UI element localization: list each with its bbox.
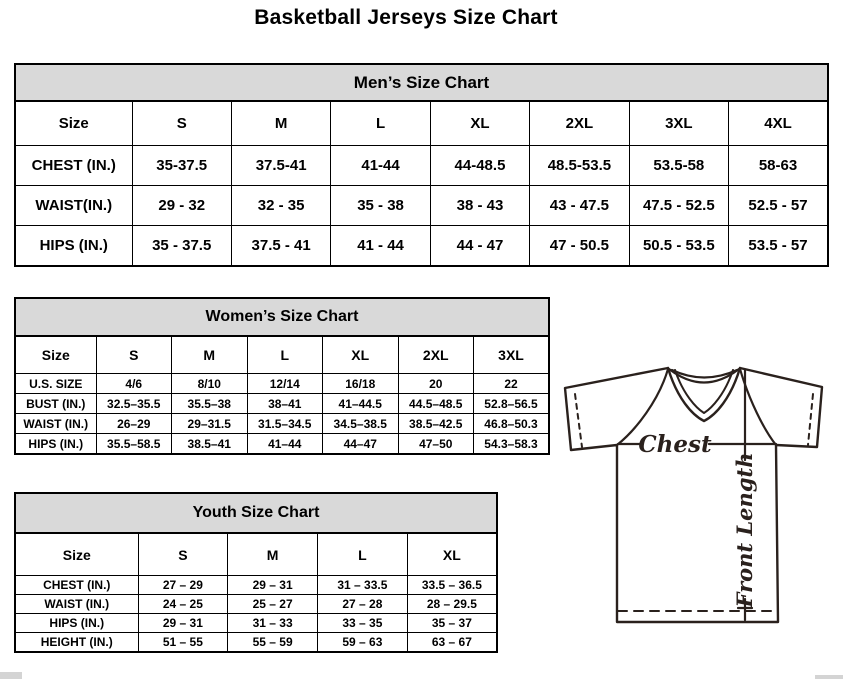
size-cell: 53.5 - 57 [729, 226, 828, 267]
size-cell: 52.5 - 57 [729, 186, 828, 226]
size-cell: 35 – 37 [407, 614, 497, 633]
size-cell: 41–44.5 [323, 394, 399, 414]
size-cell: 32 - 35 [231, 186, 330, 226]
row-label: WAIST (IN.) [15, 414, 96, 434]
front-length-label: Front Length [732, 452, 757, 608]
size-cell: 22 [474, 374, 550, 394]
jersey-body-outline [565, 368, 822, 622]
page-title: Basketball Jerseys Size Chart [254, 6, 558, 29]
size-header-s: S [132, 101, 231, 146]
size-cell: 33 – 35 [318, 614, 408, 633]
size-cell: 32.5–35.5 [96, 394, 172, 414]
table-title: Men’s Size Chart [15, 64, 828, 101]
size-cell: 28 – 29.5 [407, 595, 497, 614]
size-cell: 47–50 [398, 434, 474, 455]
size-header-xl: XL [430, 101, 529, 146]
size-column-label: Size [15, 101, 132, 146]
size-cell: 37.5-41 [231, 146, 330, 186]
table-row [15, 414, 549, 434]
jersey-outline-svg [556, 358, 843, 626]
table-row [15, 374, 549, 394]
size-cell: 41-44 [331, 146, 430, 186]
size-cell: 33.5 – 36.5 [407, 576, 497, 595]
size-header-l: L [318, 533, 408, 576]
size-cell: 41 - 44 [331, 226, 430, 267]
row-label: HIPS (IN.) [15, 226, 132, 267]
size-cell: 44.5–48.5 [398, 394, 474, 414]
size-cell: 51 – 55 [138, 633, 228, 653]
size-cell: 31 – 33.5 [318, 576, 408, 595]
size-header-2xl: 2XL [530, 101, 629, 146]
size-header-m: M [231, 101, 330, 146]
size-cell: 29–31.5 [172, 414, 248, 434]
size-cell: 50.5 - 53.5 [629, 226, 728, 267]
size-header-l: L [247, 336, 323, 374]
size-cell: 47 - 50.5 [530, 226, 629, 267]
table-row [15, 595, 497, 614]
table-row [15, 576, 497, 595]
size-cell: 4/6 [96, 374, 172, 394]
size-header-s: S [96, 336, 172, 374]
size-cell: 58-63 [729, 146, 828, 186]
size-cell: 38–41 [247, 394, 323, 414]
size-cell: 38 - 43 [430, 186, 529, 226]
size-cell: 8/10 [172, 374, 248, 394]
size-header-s: S [138, 533, 228, 576]
size-cell: 53.5-58 [629, 146, 728, 186]
size-cell: 46.8–50.3 [474, 414, 550, 434]
size-cell: 16/18 [323, 374, 399, 394]
size-cell: 35.5–38 [172, 394, 248, 414]
row-label: HIPS (IN.) [15, 434, 96, 455]
table-row [15, 434, 549, 455]
size-cell: 38.5–41 [172, 434, 248, 455]
row-label: WAIST (IN.) [15, 595, 138, 614]
size-cell: 55 – 59 [228, 633, 318, 653]
size-cell: 44–47 [323, 434, 399, 455]
scrollbar-fragment-left[interactable] [0, 672, 22, 679]
size-cell: 20 [398, 374, 474, 394]
size-cell: 48.5-53.5 [530, 146, 629, 186]
table-row [15, 146, 828, 186]
size-cell: 24 – 25 [138, 595, 228, 614]
size-cell: 25 – 27 [228, 595, 318, 614]
size-cell: 12/14 [247, 374, 323, 394]
size-cell: 29 - 32 [132, 186, 231, 226]
size-column-label: Size [15, 533, 138, 576]
table-row [15, 394, 549, 414]
size-cell: 47.5 - 52.5 [629, 186, 728, 226]
size-header-3xl: 3XL [629, 101, 728, 146]
size-column-label: Size [15, 336, 96, 374]
size-cell: 37.5 - 41 [231, 226, 330, 267]
womens-size-table [14, 297, 550, 455]
size-cell: 29 – 31 [138, 614, 228, 633]
size-cell: 44 - 47 [430, 226, 529, 267]
row-label: BUST (IN.) [15, 394, 96, 414]
size-header-m: M [228, 533, 318, 576]
chest-label: Chest [638, 431, 712, 458]
row-label: U.S. SIZE [15, 374, 96, 394]
size-cell: 52.8–56.5 [474, 394, 550, 414]
size-cell: 35 - 37.5 [132, 226, 231, 267]
size-cell: 44-48.5 [430, 146, 529, 186]
size-cell: 31 – 33 [228, 614, 318, 633]
row-label: CHEST (IN.) [15, 576, 138, 595]
size-cell: 35.5–58.5 [96, 434, 172, 455]
size-header-2xl: 2XL [398, 336, 474, 374]
table-row [15, 633, 497, 653]
size-cell: 59 – 63 [318, 633, 408, 653]
size-cell: 38.5–42.5 [398, 414, 474, 434]
size-header-xl: XL [323, 336, 399, 374]
table-title: Youth Size Chart [15, 493, 497, 533]
size-header-4xl: 4XL [729, 101, 828, 146]
size-cell: 41–44 [247, 434, 323, 455]
size-cell: 54.3–58.3 [474, 434, 550, 455]
table-title: Women’s Size Chart [15, 298, 549, 336]
size-cell: 27 – 28 [318, 595, 408, 614]
table-row [15, 614, 497, 633]
size-cell: 35 - 38 [331, 186, 430, 226]
size-header-3xl: 3XL [474, 336, 550, 374]
youth-size-table [14, 492, 498, 653]
size-cell: 26–29 [96, 414, 172, 434]
size-cell: 29 – 31 [228, 576, 318, 595]
size-cell: 27 – 29 [138, 576, 228, 595]
row-label: HIPS (IN.) [15, 614, 138, 633]
jersey-measurement-diagram [556, 358, 843, 626]
size-cell: 63 – 67 [407, 633, 497, 653]
size-cell: 35-37.5 [132, 146, 231, 186]
row-label: HEIGHT (IN.) [15, 633, 138, 653]
table-row [15, 186, 828, 226]
size-cell: 34.5–38.5 [323, 414, 399, 434]
row-label: WAIST(IN.) [15, 186, 132, 226]
size-cell: 43 - 47.5 [530, 186, 629, 226]
table-row [15, 226, 828, 267]
jersey-cuff-stitch-right [808, 394, 813, 445]
size-header-xl: XL [407, 533, 497, 576]
scrollbar-fragment-right[interactable] [815, 675, 843, 679]
size-header-m: M [172, 336, 248, 374]
mens-size-table [14, 63, 829, 267]
jersey-cuff-stitch-left [575, 394, 582, 447]
row-label: CHEST (IN.) [15, 146, 132, 186]
size-header-l: L [331, 101, 430, 146]
size-cell: 31.5–34.5 [247, 414, 323, 434]
